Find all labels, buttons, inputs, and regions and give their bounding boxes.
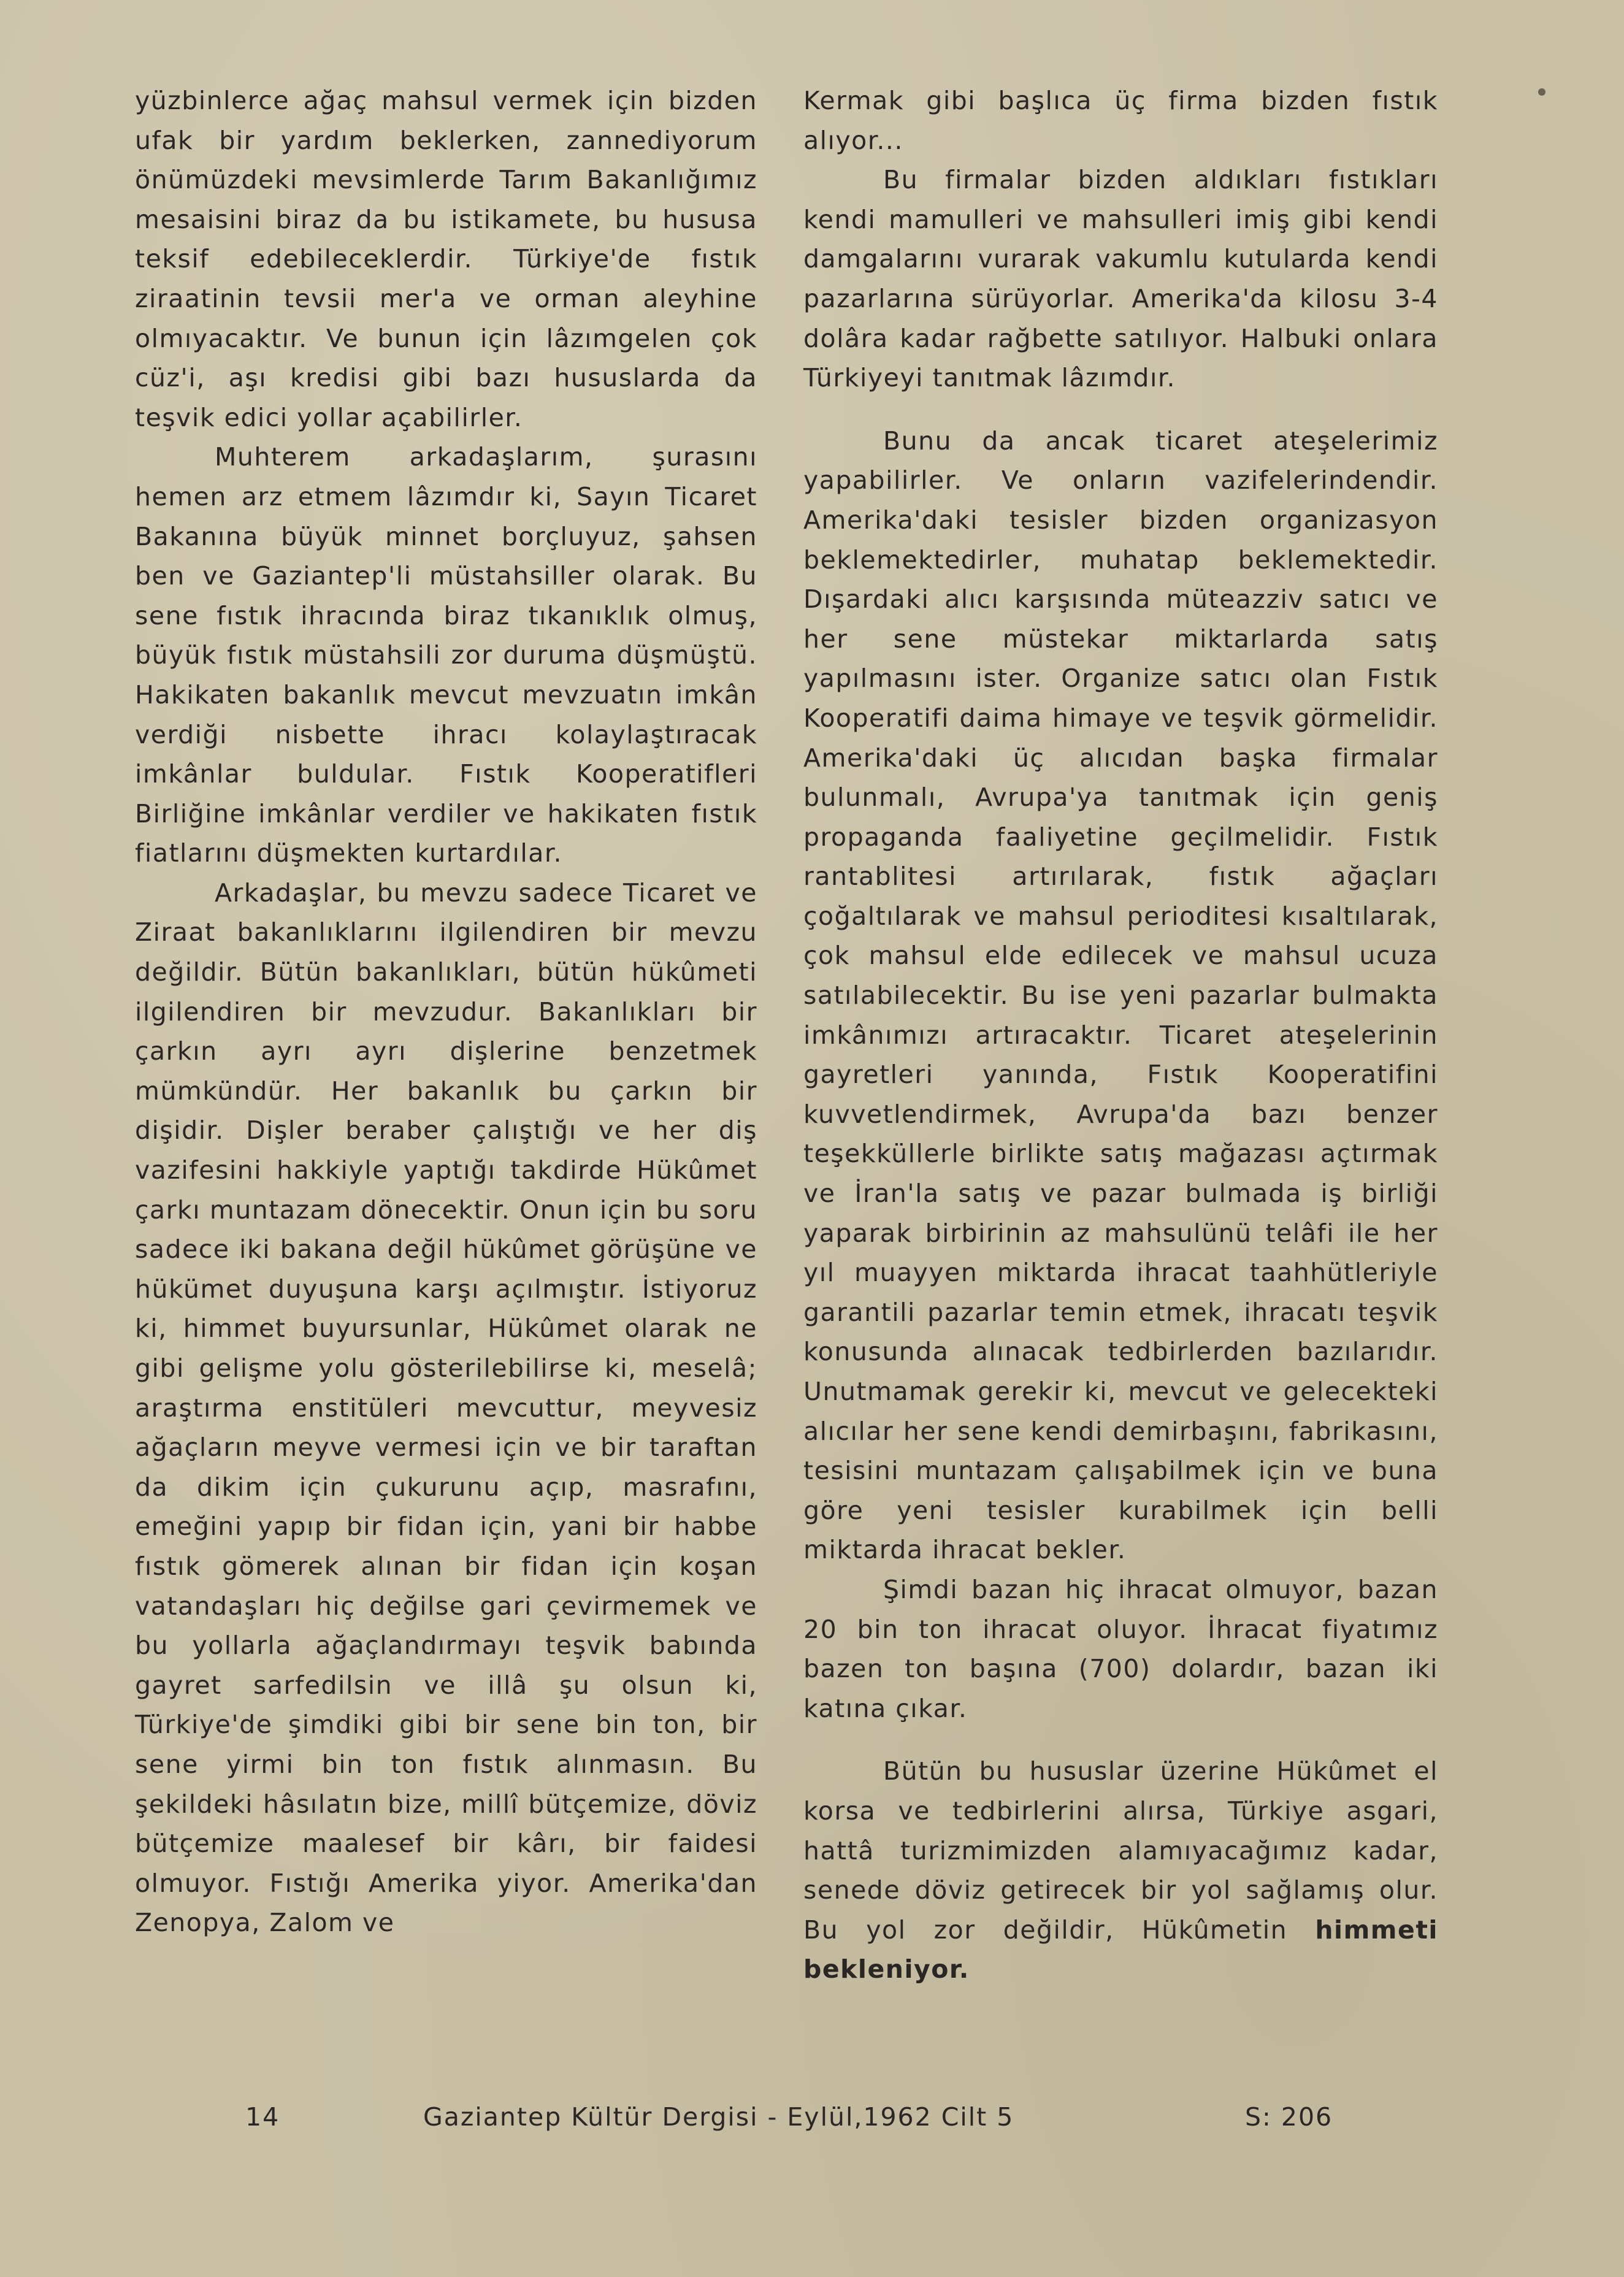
left-paragraph-3: Arkadaşlar, bu mevzu sadece Ticaret ve Ziraat bakanlıklarını ilgilendiren bir mevzu değildir. Bütün bakanlıkları, bütün hükûmeti ilgilendiren bir mevzudur. Bakanlıkları bir çarkın ayrı ayrı dişlerine benzetmek mümkündür. Her bakanlık bu çarkın bir dişidir. Dişler beraber çalıştığı ve her diş vazifesini hakkiyle yaptığı takdirde Hükûmet çarkı muntazam dönecektir. Onun için bu soru sadece iki bakana değil hükûmet görüşüne ve hükümet duyuşuna karşı açılmıştır. İstiyoruz ki, himmet buyursunlar, Hükûmet olarak ne gibi gelişme yolu gösterilebilirse ki, meselâ; araştırma enstitüleri mevcuttur, meyvesiz ağaçların meyve vermesi için ve bir taraftan da dikim için çukurunu açıp, masrafını, emeğini yapıp bir fidan için, yani bir habbe fıstık gömerek alınan bir fidan için koşan vatandaşları hiç değilse gari çevirmemek ve bu yollarla ağaçlandırmayı teşvik babında gayret sarfedilsin ve illâ şu olsun ki, Türkiye'de şimdiki gibi bir sene bin ton, bir sene yirmi bin ton fıstık alınmasın. Bu şekildeki hâsılatın bize, millî bütçemize, döviz bütçemize maalesef bir kârı, bir faidesi olmuyor. Fıstığı Amerika yiyor. Amerika'dan Zenopya, Zalom ve: [135, 878, 757, 1938]
right-paragraph-2: Bu firmalar bizden aldıkları fıstıkları kendi mamulleri ve mahsulleri imiş gibi kendi damgalarını vurarak vakumlu kutularda kendi pazarlarına sürüyorlar. Amerika'da kilosu 3-4 dolâra kadar rağbette satılıyor. Halbuki onlara Türkiyeyi tanıtmak lâzımdır.: [803, 165, 1438, 393]
left-paragraph-2: Muhterem arkadaşlarım, şurasını hemen arz etmem lâzımdır ki, Sayın Ticaret Bakanına büyük minnet borçluyuz, şahsen ben ve Gaziantep'li müstahsiller olarak. Bu sene fıstık ihracında biraz tıkanıklık olmuş, büyük fıstık müstahsili zor duruma düşmüştü. Hakikaten bakanlık mevcut mevzuatın imkân verdiği nisbette ihracı kolaylaştıracak imkânlar buldular. Fıstık Kooperatifleri Birliğine imkânlar verdiler ve hakikaten fıstık fiatlarını düşmekten kurtardılar.: [135, 442, 757, 868]
right-column: [803, 81, 1438, 1989]
right-paragraph-5: [803, 1751, 1438, 1989]
footer-page-number: S: 206: [1245, 2102, 1333, 2132]
footer-number: 14: [245, 2102, 280, 2132]
closing-text: Bütün bu hususlar üzerine Hükûmet el korsa ve tedbirlerini alırsa, Türkiye asgari, hattâ turizmimizden alamıyacağımız kadar, senede döviz getirecek bir yol sağlamış olur. Bu yol zor değildir, Hükûmetin: [803, 1756, 1438, 1945]
right-paragraph-1: Kermak gibi başlıca üç firma bizden fıstık alıyor...: [803, 86, 1438, 155]
page-footer: [0, 2102, 1624, 2139]
closing-bold-text: himmeti bekleniyor.: [803, 1915, 1438, 1984]
left-paragraph-1: yüzbinlerce ağaç mahsul vermek için bizden ufak bir yardım beklerken, zannediyorum önümüzdeki mevsimlerde Tarım Bakanlığımız mesaisini biraz da bu istikamete, bu hususa teksif edebileceklerdir. Türkiye'de fıstık ziraatinin tevsii mer'a ve orman aleyhine olmıyacaktır. Ve bunun için lâzımgelen çok cüz'i, aşı kredisi gibi bazı hususlarda da teşvik edici yollar açabilirler.: [135, 86, 757, 432]
footer-journal-title: Gaziantep Kültür Dergisi - Eylül,1962 Cilt 5: [423, 2102, 1014, 2132]
right-paragraph-4: Şimdi bazan hiç ihracat olmuyor, bazan 20 bin ton ihracat oluyor. İhracat fiyatımız bazen ton başına (700) dolardır, bazan iki katına çıkar.: [803, 1574, 1438, 1723]
right-paragraph-3: Bunu da ancak ticaret ateşelerimiz yapabilirler. Ve onların vazifelerindendir. Amerika'daki tesisler bizden organizasyon beklemektedirler, muhatap beklemektedir. Dışardaki alıcı karşısında müteazziv satıcı ve her sene müstekar miktarlarda satış yapılmasını ister. Organize satıcı olan Fıstık Kooperatifi daima himaye ve teşvik görmelidir. Amerika'daki üç alıcıdan başka firmalar bulunmalı, Avrupa'ya tanıtmak için geniş propaganda faaliyetine geçilmelidir. Fıstık rantablitesi artırılarak, fıstık ağaçları çoğaltılarak ve mahsul perioditesi kısaltılarak, çok mahsul elde edilecek ve mahsul ucuza satılabilecektir. Bu ise yeni pazarlar bulmakta imkânımızı artıracaktır. Ticaret ateşelerinin gayretleri yanında, Fıstık Kooperatifini kuvvetlendirmek, Avrupa'da bazı benzer teşekküllerle birlikte satış mağazası açtırmak ve İran'la satış ve pazar bulmada iş birliği yaparak birbirinin az mahsulünü telâfi ile her yıl muayyen miktarda ihracat taahhütleriyle garantili pazarlar temin etmek, ihracatı teşvik konusunda alınacak tedbirlerden bazılarıdır. Unutmamak gerekir ki, mevcut ve gelecekteki alıcılar her sene kendi demirbaşını, fabrikasını, tesisini muntazam çalışabilmek için ve buna göre yeni tesisler kurabilmek için belli miktarda ihracat bekler.: [803, 426, 1438, 1565]
left-column: [135, 81, 757, 1943]
ink-speck: [1538, 88, 1545, 96]
